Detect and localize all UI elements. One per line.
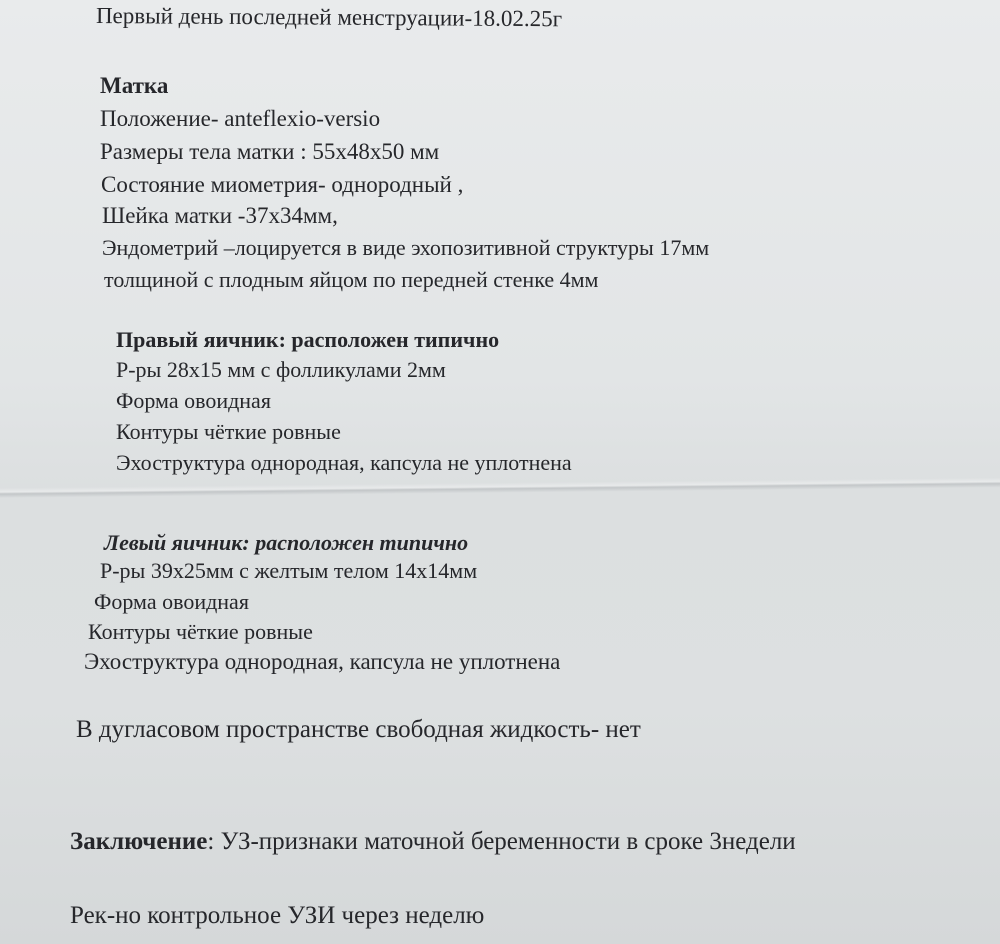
conclusion-line (70, 828, 796, 856)
lmp-date-line: Первый день последней менструации-18.02.25г (95, 3, 563, 32)
endometrium-line-2: толщиной с плодным яйцом по передней стенке 4мм (104, 267, 599, 292)
conclusion-label: Заключение (70, 828, 208, 855)
conclusion-text: : УЗ-признаки маточной беременности в сроке 3недели (207, 828, 796, 855)
right-ovary-shape: Форма овоидная (116, 388, 271, 413)
cervix-size: Шейка матки -37х34мм, (102, 203, 338, 228)
left-ovary-heading: Левый яичник: расположен типично (104, 530, 469, 555)
uterus-size: Размеры тела матки : 55х48х50 мм (100, 139, 440, 164)
uterus-heading: Матка (100, 73, 169, 98)
left-ovary-shape: Форма овоидная (94, 589, 249, 614)
myometrium-state: Состояние миометрия- однородный , (101, 172, 464, 197)
recommendation-line: Рек-но контрольное УЗИ через неделю (70, 902, 485, 929)
right-ovary-heading: Правый яичник: расположен типично (116, 327, 500, 352)
left-ovary-contours: Контуры чёткие ровные (88, 619, 313, 644)
right-ovary-echostructure: Эхоструктура однородная, капсула не уплотнена (116, 450, 572, 475)
douglas-space-finding: В дугласовом пространстве свободная жидкость- нет (76, 716, 641, 743)
left-ovary-echostructure: Эхоструктура однородная, капсула не уплотнена (84, 649, 561, 674)
right-ovary-contours: Контуры чёткие ровные (116, 419, 341, 444)
paper-fold (0, 478, 1000, 498)
right-ovary-size: Р-ры 28х15 мм с фолликулами 2мм (116, 357, 446, 382)
endometrium-line-1: Эндометрий –лоцируется в виде эхопозитивной структуры 17мм (102, 235, 710, 260)
uterus-position: Положение- anteflexio-versio (100, 106, 381, 131)
left-ovary-size: Р-ры 39х25мм с желтым телом 14х14мм (100, 558, 478, 583)
